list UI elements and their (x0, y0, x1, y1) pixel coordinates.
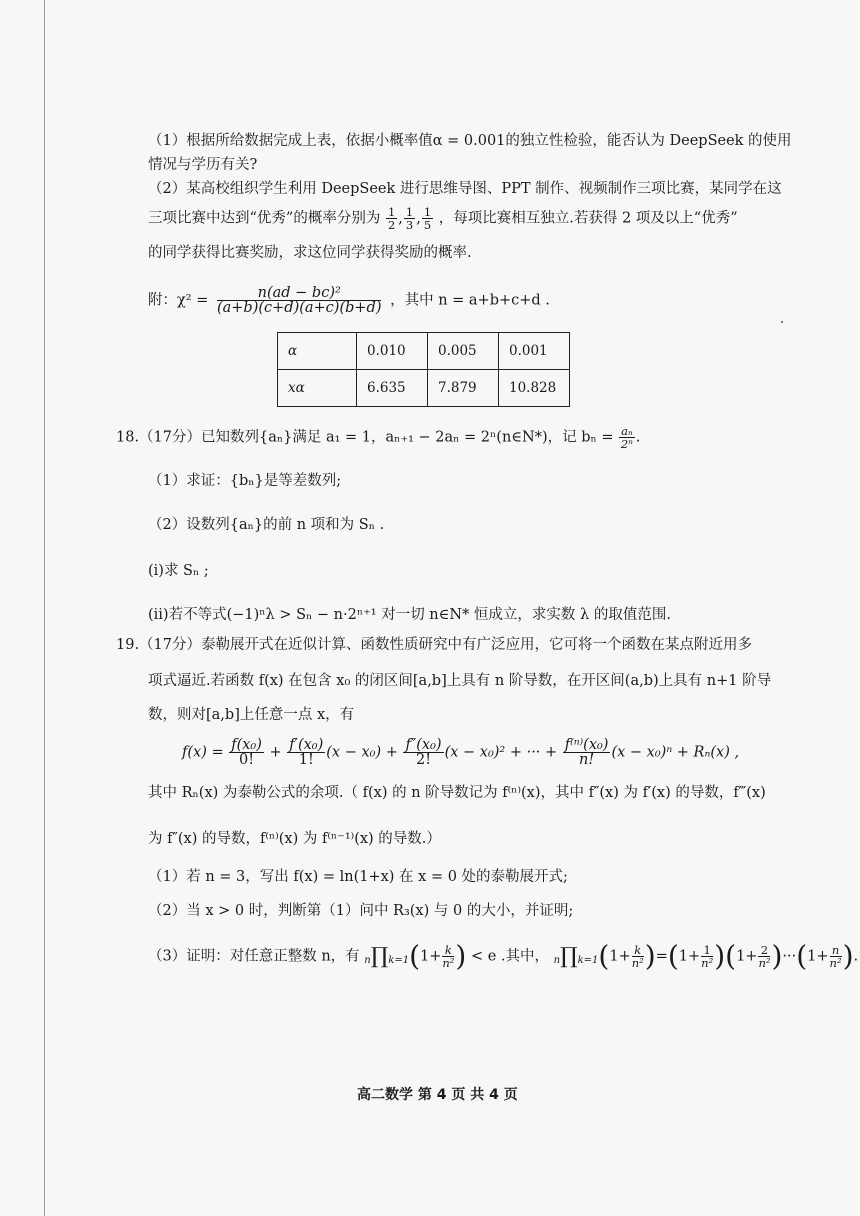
term1-den: 1! (298, 752, 314, 768)
q17-part2-line3: 的同学获得比赛奖励，求这位同学获得奖励的概率. (148, 245, 472, 261)
k-over-n2-fraction: $\frac{k}{\text{n²}}$ (631, 943, 644, 970)
formula-denominator: (a+b)(c+d)(a+c)(b+d) (216, 300, 382, 316)
term1-num: f′(x₀) (289, 737, 324, 753)
q19-line3: 数，则对[a,b]上任意一点 x，有 (148, 707, 355, 723)
prob-fraction-3: $\frac{1}{5}$ (423, 205, 432, 232)
q19-line1: 19.（17分）泰勒展开式在近似计算、函数性质研究中有广泛应用，它可将一个函数在某点附近用多 (116, 637, 753, 653)
q19-part3-end: . (853, 948, 859, 965)
q18-heading (116, 425, 640, 450)
q19-line4: 其中 Rₙ(x) 为泰勒公式的余项.（ f(x) 的 n 阶导数记为 f⁽ⁿ⁾(x)，其中 f″(x) 为 f′(x) 的导数，f‴(x) (148, 785, 766, 801)
term0-num: f(x₀) (231, 737, 262, 753)
binding-line (44, 0, 45, 1216)
q17-part2-line2-post: ，每项比赛相互独立.若获得 2 项及以上“优秀” (438, 210, 738, 227)
q17-part1-line1: （1）根据所给数据完成上表，依据小概率值α = 0.001的独立性检验，能否认为 DeepSeek 的使用 (148, 133, 792, 149)
q18-heading-text: 18.（17分）已知数列{aₙ}满足 a₁ = 1，aₙ₊₁ − 2aₙ = 2ⁿ(n∈N*)，记 bₙ = (116, 429, 614, 446)
q18-part2: （2）设数列{aₙ}的前 n 项和为 Sₙ . (148, 517, 385, 533)
taylor-term-1 (287, 738, 325, 767)
termn-num: f⁽ⁿ⁾(x₀) (564, 737, 609, 753)
term2-num: f″(x₀) (405, 737, 442, 753)
prob-fraction-1: $\frac{1}{2}$ (387, 205, 396, 232)
termn-tail: (x − x₀)ⁿ + Rₙ(x) , (611, 744, 740, 761)
table-cell: 10.828 (499, 370, 570, 407)
q18-part1: （1）求证：{bₙ}是等差数列; (148, 473, 342, 489)
q18-frac-num: aₙ (621, 424, 633, 438)
table-cell: α (278, 333, 357, 370)
q18-b-fraction (619, 425, 635, 450)
term2-tail: (x − x₀)² + ··· + (444, 744, 558, 761)
taylor-formula: f(x) = $\frac{\text{f(x₀)}}{0!}$ + $\frac{\text{f′(x₀)}}{1!}$ (x − x₀) + $\frac{\text{f″(x₀)}}{2!}$ (x − x₀)² + ··· + $\frac{\text{f⁽ⁿ⁾(x₀)}}{n!}$ (x − x₀)ⁿ + Rₙ(x) , (182, 737, 740, 768)
one-over-n2-fraction: $\frac{1}{\text{n²}}$ (701, 943, 714, 970)
product-symbol: n∏k=1 (553, 943, 599, 969)
q19-line2: 项式逼近.若函数 f(x) 在包含 x₀ 的闭区间[a,b]上具有 n 阶导数，在开区间(a,b)上具有 n+1 阶导 (148, 673, 772, 689)
prob-fraction-2: $\frac{1}{3}$ (405, 205, 414, 232)
q17-part1-line2: 情况与学历有关? (148, 157, 258, 173)
q19-part2: （2）当 x > 0 时，判断第（1）问中 R₃(x) 与 0 的大小，并证明; (148, 903, 574, 919)
formula-numerator: n(ad − bc)² (217, 286, 382, 301)
chi-square-formula (148, 286, 550, 315)
q18-part2-ii: (ii)若不等式(−1)ⁿλ > Sₙ − n·2ⁿ⁺¹ 对一切 n∈N* 恒成立，求实数 λ 的取值范围. (148, 607, 671, 623)
two-over-n2-fraction: $\frac{2}{\text{n²}}$ (758, 943, 771, 970)
q17-part2-line2: 三项比赛中达到“优秀”的概率分别为 $\frac{1}{2}$ , $\frac{1}{3}$ , $\frac{1}{5}$ ，每项比赛相互独立.若获得 2 项及以上“优秀” (148, 205, 738, 232)
table-cell: 0.010 (357, 333, 428, 370)
critical-value-table (277, 332, 570, 407)
q18-part2-i: (i)求 Sₙ ; (148, 563, 209, 579)
table-row (278, 333, 570, 370)
formula-prefix: 附：χ² = (148, 292, 209, 309)
q19-line5: 为 f″(x) 的导数，f⁽ⁿ⁾(x) 为 f⁽ⁿ⁻¹⁾(x) 的导数.） (148, 831, 441, 847)
table-cell: 6.635 (357, 370, 428, 407)
n-over-n2-fraction: $\frac{n}{\text{n²}}$ (829, 943, 842, 970)
q19-part1: （1）若 n = 3，写出 f(x) = ln(1+x) 在 x = 0 处的泰勒展开式; (148, 869, 568, 885)
formula-suffix: ，其中 n = a+b+c+d . (390, 292, 550, 309)
page-footer: 高二数学 第 4 页 共 4 页 (357, 1087, 518, 1103)
q19-part3: （3）证明：对任意正整数 n，有 n∏k=1(1+ $\frac{k}{\text{n²}}$ ) < e .其中， n∏k=1(1+ $\frac{k}{\text{n²}}$ )=(1+ $\frac{1}{\text{n²}}$ )(1+ $\frac{2}{\text{n²}}$ )···(1+ $\frac{n}{\text{n²}}$ ). (148, 939, 859, 973)
q19-part3-pre: （3）证明：对任意正整数 n，有 (148, 948, 360, 965)
taylor-lhs: f(x) = (182, 744, 224, 761)
table-cell: 0.001 (499, 333, 570, 370)
taylor-term-n (563, 738, 611, 767)
term1-tail: (x − x₀) + (326, 744, 398, 761)
q17-part2-line2-pre: 三项比赛中达到“优秀”的概率分别为 (148, 210, 381, 227)
q18-frac-den: 2ⁿ (620, 437, 633, 451)
product-symbol: n∏k=1 (364, 943, 410, 969)
scan-speck (781, 321, 783, 323)
taylor-term-0 (229, 738, 264, 767)
term2-den: 2! (415, 752, 432, 768)
taylor-term-2 (403, 738, 443, 767)
q18-heading-end: . (635, 429, 641, 446)
q19-part3-mid: < e .其中， (470, 948, 550, 965)
k-over-n2-fraction: $\frac{k}{\text{n²}}$ (442, 943, 455, 970)
termn-den: n! (579, 752, 595, 768)
table-row (278, 370, 570, 407)
chi-square-fraction (217, 286, 382, 315)
table-cell: xα (278, 370, 357, 407)
q19-part3-eq: = (655, 948, 668, 965)
table-cell: 7.879 (428, 370, 499, 407)
q17-part2-line1: （2）某高校组织学生利用 DeepSeek 进行思维导图、PPT 制作、视频制作三项比赛，某同学在这 (148, 181, 782, 197)
table-cell: 0.005 (428, 333, 499, 370)
term0-den: 0! (239, 752, 255, 768)
